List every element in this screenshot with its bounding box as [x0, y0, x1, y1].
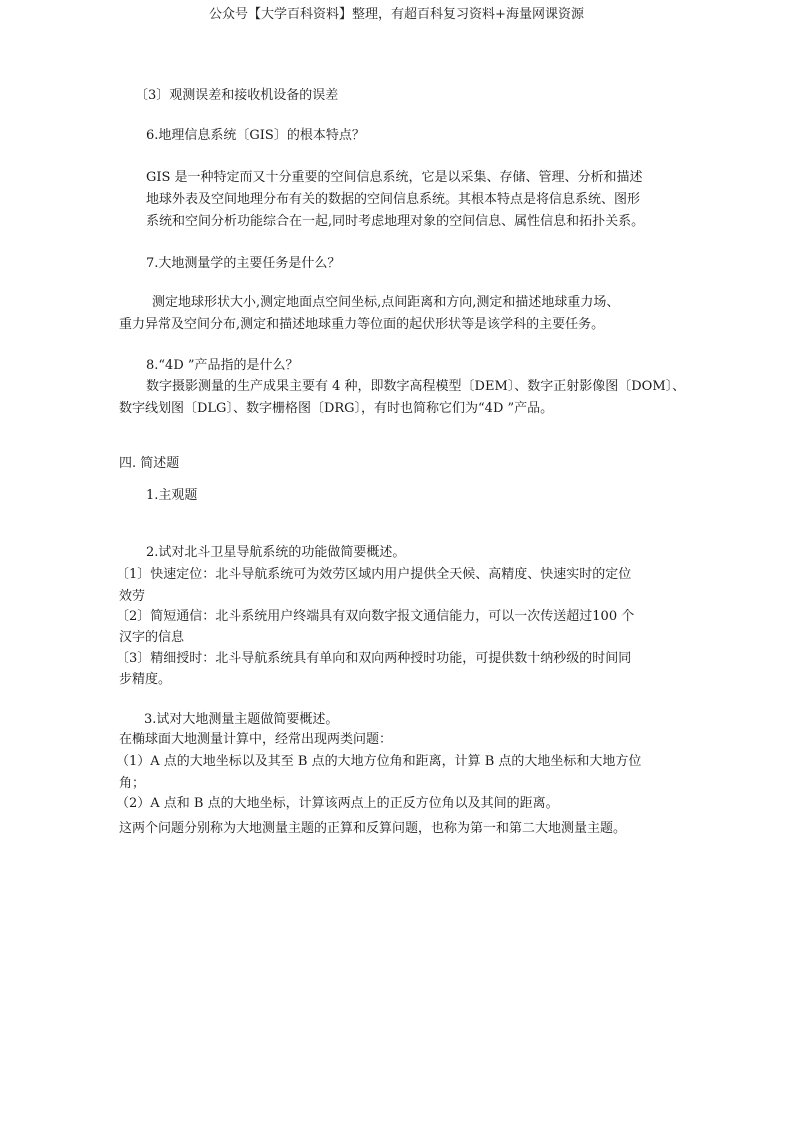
s4-q3-item-1-line-1: （1）A 点的大地坐标以及其至 B 点的大地方位角和距离，计算 B 点的大地坐标和大地方位	[116, 754, 642, 769]
s4-q2-title: 2.试对北斗卫星导航系统的功能做简要概述。	[146, 545, 406, 560]
s4-q2-item-2-line-2: 汉字的信息	[119, 630, 185, 645]
q6-answer-line-1: GIS 是一种特定而又十分重要的空间信息系统，它是以采集、存储、管理、分析和描述	[146, 170, 643, 185]
q6-answer-line-2: 地球外表及空间地理分布有关的数据的空间信息系统。其根本特点是将信息系统、图形	[146, 192, 641, 207]
s4-q1-title: 1.主观题	[146, 488, 198, 503]
q8-title: 8.“4D ”产品指的是什么？	[146, 358, 299, 373]
s4-q3-item-2: （2）A 点和 B 点的大地坐标，计算该两点上的正反方位角以及其间的距离。	[116, 796, 559, 811]
s4-q2-item-2-line-1: 〔2〕简短通信：北斗系统用户终端具有双向数字报文通信能力，可以一次传送超过100 个	[116, 609, 635, 624]
s4-q3-title: 3.试对大地测量主题做简要概述。	[144, 712, 339, 727]
s4-q3-intro: 在椭球面大地测量计算中，经常出现两类问题：	[119, 732, 393, 747]
s4-q2-item-1-line-1: 〔1〕快速定位：北斗导航系统可为效劳区域内用户提供全天候、高精度、快速实时的定位	[116, 567, 632, 582]
s4-q2-item-1-line-2: 效劳	[119, 589, 146, 604]
s4-q2-item-3-line-2: 步精度。	[119, 672, 172, 687]
q6-title: 6.地理信息系统〔GIS〕的根本特点？	[146, 128, 365, 143]
s4-q3-conclusion: 这两个问题分别称为大地测量主题的正算和反算问题，也称为第一和第二大地测量主题。	[119, 821, 627, 836]
q5-item-3: 〔3〕观测误差和接收机设备的误差	[135, 88, 339, 103]
q7-title: 7.大地测量学的主要任务是什么？	[146, 256, 341, 271]
s4-q2-item-3-line-1: 〔3〕精细授时：北斗导航系统具有单向和双向两种授时功能，可提供数十纳秒级的时间同	[116, 651, 632, 666]
q8-answer-line-1: 数字摄影测量的生产成果主要有 4 种，即数字高程模型〔DEM〕、数字正射影像图〔DOM〕、	[146, 379, 686, 394]
q7-answer-line-2: 重力异常及空间分布,测定和描述地球重力等位面的起伏形状等是该学科的主要任务。	[119, 317, 605, 332]
q7-answer-line-1: 测定地球形状大小,测定地面点空间坐标,点间距离和方向,测定和描述地球重力场、	[152, 295, 620, 310]
section-4-title: 四. 简述题	[119, 456, 180, 471]
q8-answer-line-2: 数字线划图〔DLG〕、数字栅格图〔DRG〕，有时也简称它们为“4D ”产品。	[119, 401, 554, 416]
s4-q3-item-1-line-2: 角；	[119, 776, 146, 791]
page-header: 公众号【大学百科资料】整理，有超百科复习资料+海量网课资源	[209, 7, 584, 22]
q6-answer-line-3: 系统和空间分析功能综合在一起,同时考虑地理对象的空间信息、属性信息和拓扑关系。	[146, 214, 645, 229]
